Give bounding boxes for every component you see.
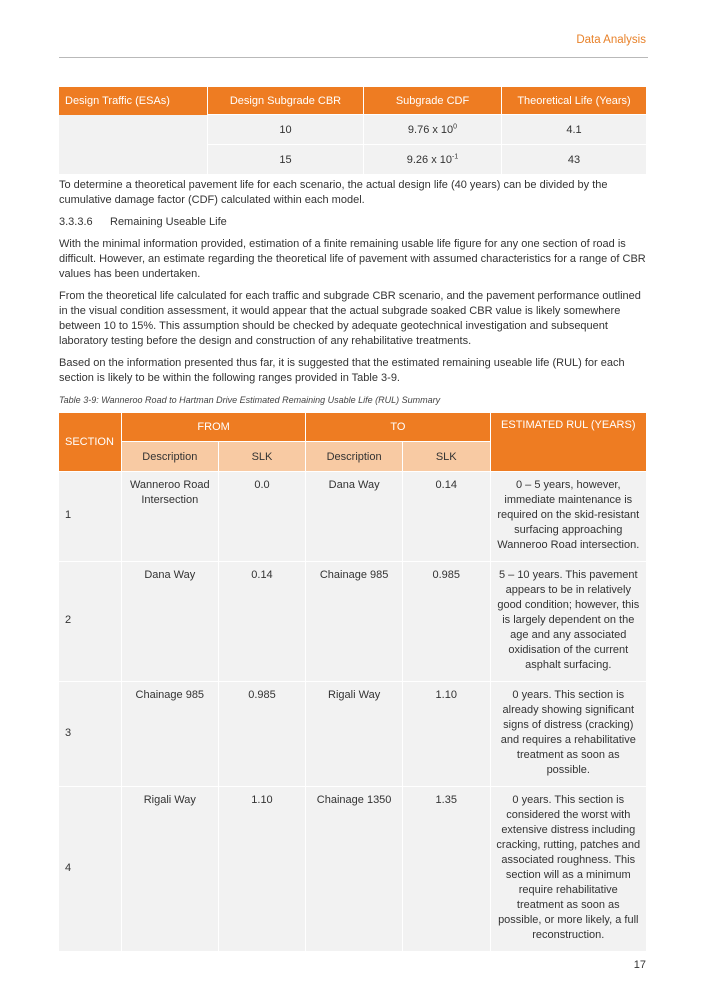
from-slk-cell: 0.14 (218, 562, 306, 682)
life-cell: 43 (502, 145, 647, 175)
rul-cell: 0 years. This section is considered the worst with extensive distress including cracking, rutting, patches and associated roughness. This section will as a minimum require rehabilitative treatment as soon as possible, or more likely, a full reconstruction. (490, 787, 646, 952)
life-cell: 4.1 (502, 115, 647, 145)
cdf-cell (364, 115, 502, 145)
paragraph-remaining-life: With the minimal information provided, estimation of a finite remaining usable life figure for any one section of road is difficult. However, an estimate regarding the theoretical life of pavement with assumed characteristics for a range of CBR values has been undertaken. (59, 238, 646, 280)
table-row (59, 787, 646, 952)
section-cell: 4 (59, 787, 121, 952)
column-header-from-slk: SLK (218, 442, 306, 472)
section-cell: 3 (59, 682, 121, 787)
paragraph-rul-ranges: Based on the information presented thus far, it is suggested that the estimated remaining useable life (RUL) for each section is likely to be within the following ranges provided in Table 3-9. (59, 357, 625, 384)
from-description-cell: Wanneroo Road Intersection (121, 472, 218, 562)
to-description-cell: Chainage 1350 (306, 787, 403, 952)
to-slk-cell: 0.985 (402, 562, 490, 682)
cbr-cell: 15 (208, 145, 364, 175)
to-slk-cell: 0.14 (402, 472, 490, 562)
table-row (59, 115, 646, 145)
page-number: 17 (633, 959, 646, 971)
cdf-exponent: 0 (453, 122, 458, 130)
rul-summary-table (59, 413, 646, 951)
column-header-theoretical-life: Theoretical Life (Years) (502, 87, 647, 115)
column-header-subgrade-cdf: Subgrade CDF (364, 87, 502, 115)
rul-cell: 0 years. This section is already showing significant signs of distress (cracking) and requires a rehabilitative treatment as soon as possible. (490, 682, 646, 787)
column-header-from-description: Description (121, 442, 218, 472)
subsection-title: Remaining Useable Life (110, 216, 227, 228)
table-header-row (59, 87, 646, 115)
column-header-design-traffic: Design Traffic (ESAs) (59, 87, 208, 115)
rul-cell: 0 – 5 years, however, immediate maintenance is required on the skid-resistant surfacing approaching Wanneroo Road intersection. (490, 472, 646, 562)
section-cell: 1 (59, 472, 121, 562)
table-row (59, 562, 646, 682)
table-row (59, 682, 646, 787)
table-header-row (59, 413, 646, 442)
design-traffic-cell (59, 115, 208, 175)
from-slk-cell: 1.10 (218, 787, 306, 952)
running-header-title: Data Analysis (576, 34, 646, 46)
subsection-heading (59, 215, 649, 230)
table-row (59, 472, 646, 562)
to-slk-cell: 1.10 (402, 682, 490, 787)
cdf-base: 9.76 x 10 (407, 123, 454, 136)
column-header-design-cbr: Design Subgrade CBR (208, 87, 364, 115)
column-header-from: FROM (121, 413, 305, 442)
table-caption: Table 3-9: Wanneroo Road to Hartman Drive Estimated Remaining Usable Life (RUL) Summary (59, 395, 441, 405)
cdf-cell (364, 145, 502, 175)
column-header-to-slk: SLK (402, 442, 490, 472)
header-divider (59, 57, 648, 58)
section-cell: 2 (59, 562, 121, 682)
from-slk-cell: 0.0 (218, 472, 306, 562)
from-description-cell: Chainage 985 (121, 682, 218, 787)
column-header-to-description: Description (306, 442, 403, 472)
to-description-cell: Chainage 985 (306, 562, 403, 682)
to-description-cell: Dana Way (306, 472, 403, 562)
to-slk-cell: 1.35 (402, 787, 490, 952)
cbr-cell: 10 (208, 115, 364, 145)
paragraph-cbr-estimate: From the theoretical life calculated for each traffic and subgrade CBR scenario, and the pavement performance outlined in the visual condition assessment, it would appear that the actual subgrade soaked CBR value is likely somewhere between 10 to 15%. This assumption should be checked by adequate geotechnical investigation and subsequent laboratory testing before the design and construction of any rehabilitative treatments. (59, 290, 641, 347)
subsection-number: 3.3.3.6 (59, 216, 93, 228)
from-description-cell: Dana Way (121, 562, 218, 682)
column-header-estimated-rul: ESTIMATED RUL (YEARS) (490, 413, 646, 472)
column-header-section: SECTION (59, 413, 121, 472)
cdf-exponent: -1 (452, 152, 459, 160)
theoretical-life-table (59, 87, 646, 174)
cdf-base: 9.26 x 10 (406, 153, 453, 166)
from-description-cell: Rigali Way (121, 787, 218, 952)
to-description-cell: Rigali Way (306, 682, 403, 787)
column-header-to: TO (306, 413, 490, 442)
from-slk-cell: 0.985 (218, 682, 306, 787)
rul-cell: 5 – 10 years. This pavement appears to be in relatively good condition; however, this is largely dependent on the age and any associated oxidisation of the current asphalt surfacing. (490, 562, 646, 682)
paragraph-design-life: To determine a theoretical pavement life for each scenario, the actual design life (40 years) can be divided by the cumulative damage factor (CDF) calculated within each model. (59, 179, 608, 206)
